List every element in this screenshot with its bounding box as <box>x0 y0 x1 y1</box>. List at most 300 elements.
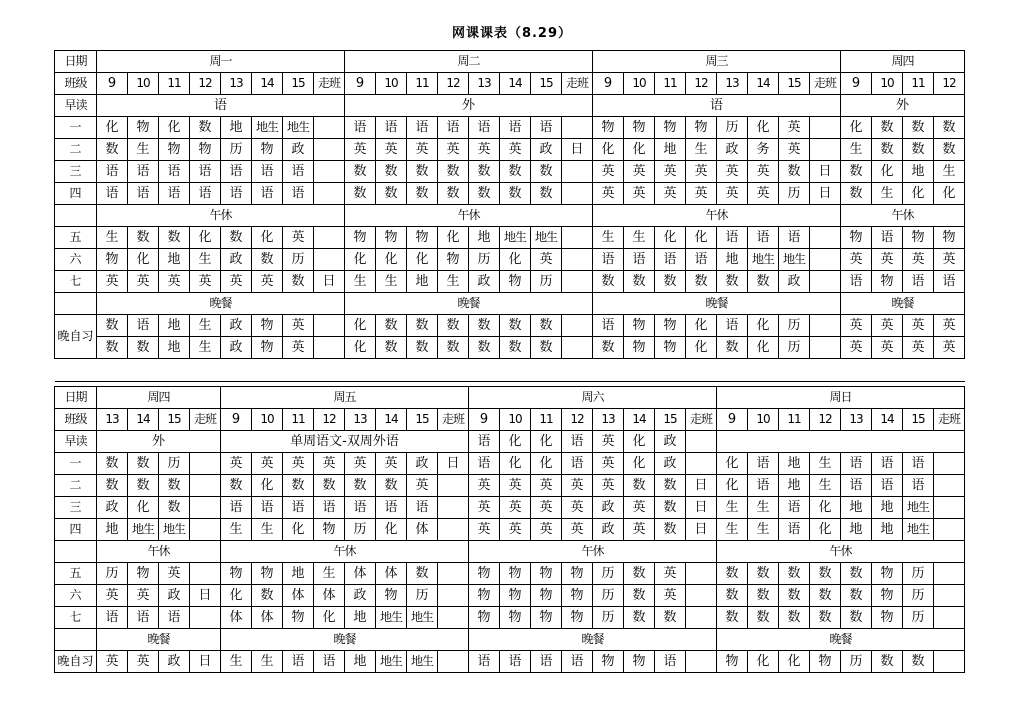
class-number: 15 <box>407 409 438 431</box>
class-number: 9 <box>97 73 128 95</box>
lesson-cell: 语 <box>252 161 283 183</box>
lesson-cell: 化 <box>531 431 562 453</box>
lesson-cell: 英 <box>593 431 624 453</box>
lesson-cell: 化 <box>500 249 531 271</box>
lesson-cell: 语 <box>159 161 190 183</box>
lesson-cell: 语 <box>97 161 128 183</box>
lesson-cell: 历 <box>593 607 624 629</box>
lesson-cell: 语 <box>407 117 438 139</box>
lesson-cell: 历 <box>779 337 810 359</box>
lesson-cell <box>562 161 593 183</box>
lesson-cell: 语 <box>593 315 624 337</box>
lesson-cell: 化 <box>128 497 159 519</box>
lesson-cell: 语 <box>128 161 159 183</box>
lesson-cell: 英 <box>624 183 655 205</box>
lesson-cell: 历 <box>97 563 128 585</box>
lesson-cell: 英 <box>686 161 717 183</box>
period-label: 五 <box>55 563 97 585</box>
lesson-cell <box>934 651 965 673</box>
lesson-cell: 政 <box>717 139 748 161</box>
period-label: 二 <box>55 139 97 161</box>
lesson-cell: 数 <box>903 139 934 161</box>
lesson-cell: 英 <box>562 519 593 541</box>
lesson-cell: 政 <box>655 431 686 453</box>
lesson-cell: 数 <box>934 139 965 161</box>
lesson-cell: 物 <box>252 315 283 337</box>
class-number: 10 <box>252 409 283 431</box>
lesson-cell: 化 <box>810 519 841 541</box>
lesson-cell: 数 <box>159 475 190 497</box>
lesson-cell <box>934 475 965 497</box>
lesson-cell: 英 <box>469 475 500 497</box>
lesson-cell: 数 <box>593 271 624 293</box>
class-number: 13 <box>221 73 252 95</box>
lesson-cell: 英 <box>345 139 376 161</box>
lesson-cell: 政 <box>221 315 252 337</box>
lesson-cell: 生 <box>376 271 407 293</box>
lesson-cell: 地 <box>159 249 190 271</box>
lesson-cell: 数 <box>655 607 686 629</box>
lesson-cell: 数 <box>438 337 469 359</box>
lesson-cell: 化 <box>407 249 438 271</box>
lesson-cell: 语 <box>779 519 810 541</box>
lesson-cell <box>314 227 345 249</box>
lesson-cell: 语 <box>128 315 159 337</box>
lesson-cell: 化 <box>376 519 407 541</box>
row-classes <box>55 73 965 95</box>
lesson-cell: 语 <box>159 607 190 629</box>
lesson-cell: 生 <box>97 227 128 249</box>
lesson-cell: 语 <box>221 497 252 519</box>
row-days <box>55 51 965 73</box>
lesson-cell: 物 <box>624 651 655 673</box>
break-blank <box>55 541 97 563</box>
lesson-cell: 地 <box>841 497 872 519</box>
lesson-cell: 物 <box>841 227 872 249</box>
lesson-cell: 物 <box>469 563 500 585</box>
lesson-cell: 英 <box>159 271 190 293</box>
lesson-cell: 数 <box>469 161 500 183</box>
class-number: 14 <box>128 409 159 431</box>
class-number: 14 <box>624 409 655 431</box>
lesson-cell: 生 <box>717 497 748 519</box>
lesson-cell: 数 <box>252 249 283 271</box>
lesson-cell: 政 <box>407 453 438 475</box>
lesson-cell: 生 <box>810 453 841 475</box>
lesson-cell: 物 <box>159 139 190 161</box>
lesson-cell: 语 <box>283 161 314 183</box>
lesson-cell: 日 <box>190 585 221 607</box>
lesson-cell: 物 <box>531 585 562 607</box>
lesson-cell: 生 <box>872 183 903 205</box>
lesson-cell: 英 <box>469 519 500 541</box>
lesson-cell: 物 <box>531 607 562 629</box>
lesson-cell: 英 <box>593 453 624 475</box>
lesson-cell: 英 <box>655 183 686 205</box>
lesson-cell: 英 <box>531 475 562 497</box>
class-number: 走班 <box>686 409 717 431</box>
lesson-cell: 化 <box>128 249 159 271</box>
lesson-cell: 生 <box>748 497 779 519</box>
lesson-cell: 生 <box>438 271 469 293</box>
row-p5 <box>55 227 965 249</box>
lesson-cell: 物 <box>593 117 624 139</box>
lesson-cell: 英 <box>469 139 500 161</box>
lesson-cell: 英 <box>624 497 655 519</box>
noon-break-label: 午休 <box>97 205 345 227</box>
lesson-cell: 数 <box>748 607 779 629</box>
lesson-cell: 数 <box>159 227 190 249</box>
lesson-cell: 生 <box>190 337 221 359</box>
lesson-cell: 化 <box>748 337 779 359</box>
lesson-cell: 英 <box>872 337 903 359</box>
lesson-cell: 语 <box>748 227 779 249</box>
morning-subject: 外 <box>97 431 221 453</box>
class-number: 13 <box>345 409 376 431</box>
lesson-cell: 数 <box>128 453 159 475</box>
lesson-cell: 日 <box>314 271 345 293</box>
class-number: 9 <box>593 73 624 95</box>
lesson-cell: 数 <box>903 117 934 139</box>
lesson-cell <box>438 607 469 629</box>
lesson-cell <box>562 117 593 139</box>
lesson-cell: 化 <box>686 315 717 337</box>
lesson-cell: 数 <box>872 117 903 139</box>
lesson-cell: 英 <box>903 315 934 337</box>
label-class: 班级 <box>55 409 97 431</box>
class-number: 12 <box>934 73 965 95</box>
lesson-cell: 生 <box>190 315 221 337</box>
morning-subject: 语 <box>97 95 345 117</box>
class-number: 9 <box>221 409 252 431</box>
period-label: 七 <box>55 271 97 293</box>
lesson-cell: 物 <box>531 563 562 585</box>
morning-subject: 外 <box>345 95 593 117</box>
lesson-cell: 体 <box>407 519 438 541</box>
lesson-cell <box>314 161 345 183</box>
lesson-cell: 政 <box>221 337 252 359</box>
lesson-cell: 语 <box>314 497 345 519</box>
lesson-cell: 化 <box>717 475 748 497</box>
class-number: 12 <box>190 73 221 95</box>
lesson-cell: 英 <box>934 337 965 359</box>
row-noon-break <box>55 205 965 227</box>
lesson-cell: 化 <box>624 139 655 161</box>
lesson-cell: 数 <box>221 475 252 497</box>
row-dinner-break <box>55 629 965 651</box>
class-number: 10 <box>128 73 159 95</box>
lesson-cell: 生 <box>252 651 283 673</box>
lesson-cell: 物 <box>872 607 903 629</box>
lesson-cell: 英 <box>97 585 128 607</box>
lesson-cell: 政 <box>283 139 314 161</box>
lesson-cell: 化 <box>686 227 717 249</box>
period-label: 二 <box>55 475 97 497</box>
dinner-break-label: 晚餐 <box>593 293 841 315</box>
lesson-cell <box>190 497 221 519</box>
lesson-cell: 英 <box>531 249 562 271</box>
lesson-cell: 物 <box>252 139 283 161</box>
morning-subject: 单周语文-双周外语 <box>221 431 469 453</box>
lesson-cell: 英 <box>500 139 531 161</box>
class-number: 13 <box>97 409 128 431</box>
lesson-cell: 语 <box>500 117 531 139</box>
lesson-cell: 生 <box>252 519 283 541</box>
class-number: 10 <box>376 73 407 95</box>
lesson-cell: 数 <box>376 161 407 183</box>
row-p6 <box>55 249 965 271</box>
lesson-cell: 数 <box>128 475 159 497</box>
lesson-cell: 物 <box>128 117 159 139</box>
lesson-cell: 英 <box>283 315 314 337</box>
lesson-cell: 化 <box>624 453 655 475</box>
morning-subject: 外 <box>841 95 965 117</box>
lesson-cell: 历 <box>283 249 314 271</box>
lesson-cell: 数 <box>748 563 779 585</box>
class-number: 14 <box>500 73 531 95</box>
lesson-cell <box>190 453 221 475</box>
break-blank <box>55 205 97 227</box>
class-number: 14 <box>252 73 283 95</box>
lesson-cell: 语 <box>934 271 965 293</box>
lesson-cell <box>686 453 717 475</box>
class-number: 11 <box>159 73 190 95</box>
lesson-cell: 英 <box>841 337 872 359</box>
lesson-cell: 地 <box>345 651 376 673</box>
morning-empty <box>717 431 965 453</box>
lesson-cell: 数 <box>872 651 903 673</box>
lesson-cell: 体 <box>345 563 376 585</box>
break-blank <box>55 293 97 315</box>
lesson-cell: 历 <box>593 585 624 607</box>
lesson-cell: 地生 <box>903 519 934 541</box>
row-days <box>55 387 965 409</box>
lesson-cell: 物 <box>872 271 903 293</box>
lesson-cell: 数 <box>221 227 252 249</box>
lesson-cell: 日 <box>686 497 717 519</box>
lesson-cell: 语 <box>469 117 500 139</box>
dinner-break-label: 晚餐 <box>97 629 221 651</box>
lesson-cell: 地 <box>221 117 252 139</box>
lesson-cell: 英 <box>779 117 810 139</box>
lesson-cell: 务 <box>748 139 779 161</box>
lesson-cell: 历 <box>903 585 934 607</box>
lesson-cell: 物 <box>624 315 655 337</box>
lesson-cell <box>190 563 221 585</box>
label-date: 日期 <box>55 387 97 409</box>
lesson-cell: 语 <box>903 475 934 497</box>
lesson-cell: 生 <box>221 519 252 541</box>
lesson-cell: 数 <box>407 337 438 359</box>
lesson-cell: 化 <box>841 117 872 139</box>
lesson-cell: 化 <box>159 117 190 139</box>
lesson-cell: 语 <box>407 497 438 519</box>
lesson-cell <box>810 249 841 271</box>
lesson-cell: 英 <box>934 315 965 337</box>
lesson-cell: 语 <box>376 117 407 139</box>
row-p5 <box>55 563 965 585</box>
lesson-cell <box>810 337 841 359</box>
lesson-cell: 地 <box>159 315 190 337</box>
lesson-cell: 化 <box>810 497 841 519</box>
class-number: 走班 <box>934 409 965 431</box>
class-number: 12 <box>810 409 841 431</box>
lesson-cell: 生 <box>314 563 345 585</box>
lesson-cell: 数 <box>407 315 438 337</box>
lesson-cell: 英 <box>283 227 314 249</box>
label-class: 班级 <box>55 73 97 95</box>
lesson-cell: 物 <box>655 337 686 359</box>
lesson-cell: 数 <box>903 651 934 673</box>
lesson-cell: 政 <box>97 497 128 519</box>
page-title: 网课课表（8.29） <box>451 26 573 41</box>
lesson-cell: 政 <box>593 519 624 541</box>
lesson-cell: 数 <box>500 315 531 337</box>
lesson-cell <box>438 651 469 673</box>
lesson-cell: 体 <box>283 585 314 607</box>
lesson-cell: 物 <box>128 563 159 585</box>
lesson-cell: 物 <box>810 651 841 673</box>
lesson-cell: 数 <box>624 607 655 629</box>
lesson-cell: 生 <box>593 227 624 249</box>
lesson-cell: 语 <box>283 497 314 519</box>
lesson-cell: 数 <box>717 271 748 293</box>
lesson-cell: 生 <box>810 475 841 497</box>
lesson-cell: 历 <box>903 607 934 629</box>
lesson-cell <box>686 651 717 673</box>
period-label: 六 <box>55 249 97 271</box>
row-p2 <box>55 475 965 497</box>
lesson-cell: 数 <box>97 475 128 497</box>
lesson-cell: 数 <box>128 337 159 359</box>
lesson-cell: 化 <box>376 249 407 271</box>
lesson-cell: 地 <box>841 519 872 541</box>
label-evening: 晚自习 <box>55 651 97 673</box>
lesson-cell: 日 <box>686 475 717 497</box>
lesson-cell: 化 <box>872 161 903 183</box>
lesson-cell: 英 <box>128 585 159 607</box>
lesson-cell: 政 <box>345 585 376 607</box>
lesson-cell: 地 <box>469 227 500 249</box>
lesson-cell: 生 <box>717 519 748 541</box>
lesson-cell: 化 <box>717 453 748 475</box>
lesson-cell: 化 <box>655 227 686 249</box>
lesson-cell <box>190 519 221 541</box>
lesson-cell: 生 <box>345 271 376 293</box>
lesson-cell: 化 <box>903 183 934 205</box>
lesson-cell: 英 <box>252 453 283 475</box>
lesson-cell: 化 <box>748 651 779 673</box>
lesson-cell: 日 <box>810 183 841 205</box>
lesson-cell: 政 <box>469 271 500 293</box>
lesson-cell: 英 <box>283 453 314 475</box>
dinner-break-label: 晚餐 <box>97 293 345 315</box>
class-number: 10 <box>624 73 655 95</box>
class-number: 15 <box>655 409 686 431</box>
row-p1 <box>55 117 965 139</box>
lesson-cell: 数 <box>810 563 841 585</box>
lesson-cell <box>562 271 593 293</box>
lesson-cell: 地生 <box>779 249 810 271</box>
noon-break-label: 午休 <box>345 205 593 227</box>
row-classes <box>55 409 965 431</box>
morning-subject: 语 <box>593 95 841 117</box>
lesson-cell: 历 <box>903 563 934 585</box>
lesson-cell: 历 <box>407 585 438 607</box>
row-p3 <box>55 161 965 183</box>
lesson-cell: 地生 <box>252 117 283 139</box>
lesson-cell <box>934 453 965 475</box>
lesson-cell: 地 <box>779 453 810 475</box>
lesson-cell <box>190 607 221 629</box>
lesson-cell: 语 <box>562 651 593 673</box>
lesson-cell: 化 <box>686 337 717 359</box>
lesson-cell: 物 <box>97 249 128 271</box>
lesson-cell: 物 <box>500 563 531 585</box>
lesson-cell: 日 <box>190 651 221 673</box>
lesson-cell: 语 <box>624 249 655 271</box>
lesson-cell: 语 <box>562 453 593 475</box>
lesson-cell: 数 <box>500 161 531 183</box>
lesson-cell: 物 <box>376 227 407 249</box>
lesson-cell: 英 <box>376 453 407 475</box>
lesson-cell: 英 <box>128 651 159 673</box>
lesson-cell: 英 <box>500 519 531 541</box>
lesson-cell: 政 <box>779 271 810 293</box>
lesson-cell: 语 <box>190 161 221 183</box>
lesson-cell: 语 <box>531 117 562 139</box>
row-dinner-break <box>55 293 965 315</box>
class-number: 11 <box>407 73 438 95</box>
lesson-cell: 数 <box>934 117 965 139</box>
lesson-cell: 化 <box>221 585 252 607</box>
lesson-cell: 化 <box>97 117 128 139</box>
lesson-cell: 数 <box>748 271 779 293</box>
lesson-cell: 数 <box>779 585 810 607</box>
lesson-cell <box>686 607 717 629</box>
lesson-cell: 历 <box>345 519 376 541</box>
class-number: 13 <box>469 73 500 95</box>
lesson-cell: 化 <box>283 519 314 541</box>
row-p7 <box>55 271 965 293</box>
lesson-cell: 英 <box>500 497 531 519</box>
lesson-cell <box>686 563 717 585</box>
lesson-cell: 语 <box>872 227 903 249</box>
lesson-cell: 地生 <box>903 497 934 519</box>
lesson-cell: 数 <box>717 563 748 585</box>
lesson-cell: 体 <box>252 607 283 629</box>
lesson-cell: 英 <box>903 337 934 359</box>
lesson-cell <box>314 139 345 161</box>
lesson-cell: 生 <box>934 161 965 183</box>
lesson-cell: 语 <box>872 453 903 475</box>
lesson-cell: 数 <box>624 271 655 293</box>
lesson-cell: 语 <box>903 453 934 475</box>
lesson-cell: 物 <box>655 315 686 337</box>
lesson-cell: 英 <box>407 475 438 497</box>
period-label: 三 <box>55 497 97 519</box>
lesson-cell: 数 <box>500 183 531 205</box>
period-label: 七 <box>55 607 97 629</box>
lesson-cell: 地生 <box>376 607 407 629</box>
lesson-cell: 数 <box>841 563 872 585</box>
row-p4 <box>55 519 965 541</box>
class-number: 11 <box>655 73 686 95</box>
lesson-cell: 数 <box>531 337 562 359</box>
label-date: 日期 <box>55 51 97 73</box>
lesson-cell: 化 <box>190 227 221 249</box>
lesson-cell: 语 <box>190 183 221 205</box>
